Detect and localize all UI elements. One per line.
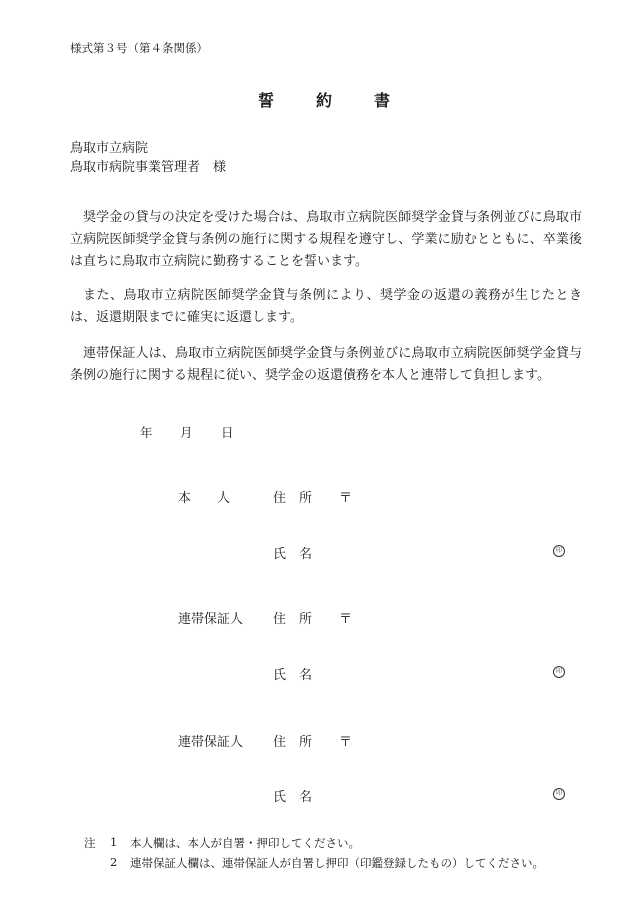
guarantor1-address-label: 住 所	[273, 612, 313, 627]
principal-seal-mark: 印	[553, 545, 565, 557]
principal-postal-mark: 〒	[339, 491, 353, 506]
note-label: 注	[84, 836, 96, 850]
addressee-manager: 鳥取市病院事業管理者 様	[70, 160, 227, 175]
pledge-paragraph-3: 連帯保証人は、鳥取市立病院医師奨学金貸与条例並びに鳥取市立病院医師奨学金貸与条例の施行に関する規程に従い、奨学金の返還債務を本人と連帯して負担します。	[70, 346, 582, 383]
principal-name-label: 氏 名	[273, 547, 313, 562]
guarantor1-name-label: 氏 名	[273, 668, 313, 683]
title-char-2: 約	[316, 91, 333, 110]
addressee-hospital: 鳥取市立病院	[70, 141, 149, 156]
pledge-paragraph-1: 奨学金の貸与の決定を受けた場合は、鳥取市立病院医師奨学金貸与条例並びに鳥取市立病院医師奨学金貸与条例の施行に関する規程を遵守し、学業に励むとともに、卒業後は直ちに鳥取市立病院に勤務することを誓います。	[70, 210, 582, 269]
title-char-1: 誓	[258, 91, 275, 110]
note-1-number: 1	[110, 835, 118, 849]
note-2-number: 2	[110, 855, 118, 869]
date-year-label: 年	[140, 425, 153, 440]
date-day-label: 日	[221, 425, 234, 440]
guarantor2-name-label: 氏 名	[273, 790, 313, 805]
form-number: 様式第３号（第４条関係）	[70, 41, 208, 55]
guarantor2-seal-mark: 印	[553, 788, 565, 800]
title-char-3: 書	[374, 91, 391, 110]
note-1-text: 本人欄は、本人が自署・押印してください。	[130, 836, 360, 850]
principal-role-label: 本 人	[178, 491, 231, 506]
guarantor2-address-label: 住 所	[273, 735, 313, 750]
document-title	[258, 88, 390, 111]
guarantor2-role-label: 連帯保証人	[178, 735, 244, 750]
principal-address-label: 住 所	[273, 491, 313, 506]
date-month-label: 月	[180, 425, 193, 440]
pledge-paragraph-2: また、鳥取市立病院医師奨学金貸与条例により、奨学金の返還の義務が生じたときは、返還期限までに確実に返還します。	[70, 288, 582, 325]
note-2-text: 連帯保証人欄は、連帯保証人が自署し押印（印鑑登録したもの）してください。	[130, 856, 544, 870]
guarantor1-postal-mark: 〒	[339, 612, 353, 627]
guarantor2-postal-mark: 〒	[339, 735, 353, 750]
guarantor1-role-label: 連帯保証人	[178, 612, 244, 627]
guarantor1-seal-mark: 印	[553, 666, 565, 678]
